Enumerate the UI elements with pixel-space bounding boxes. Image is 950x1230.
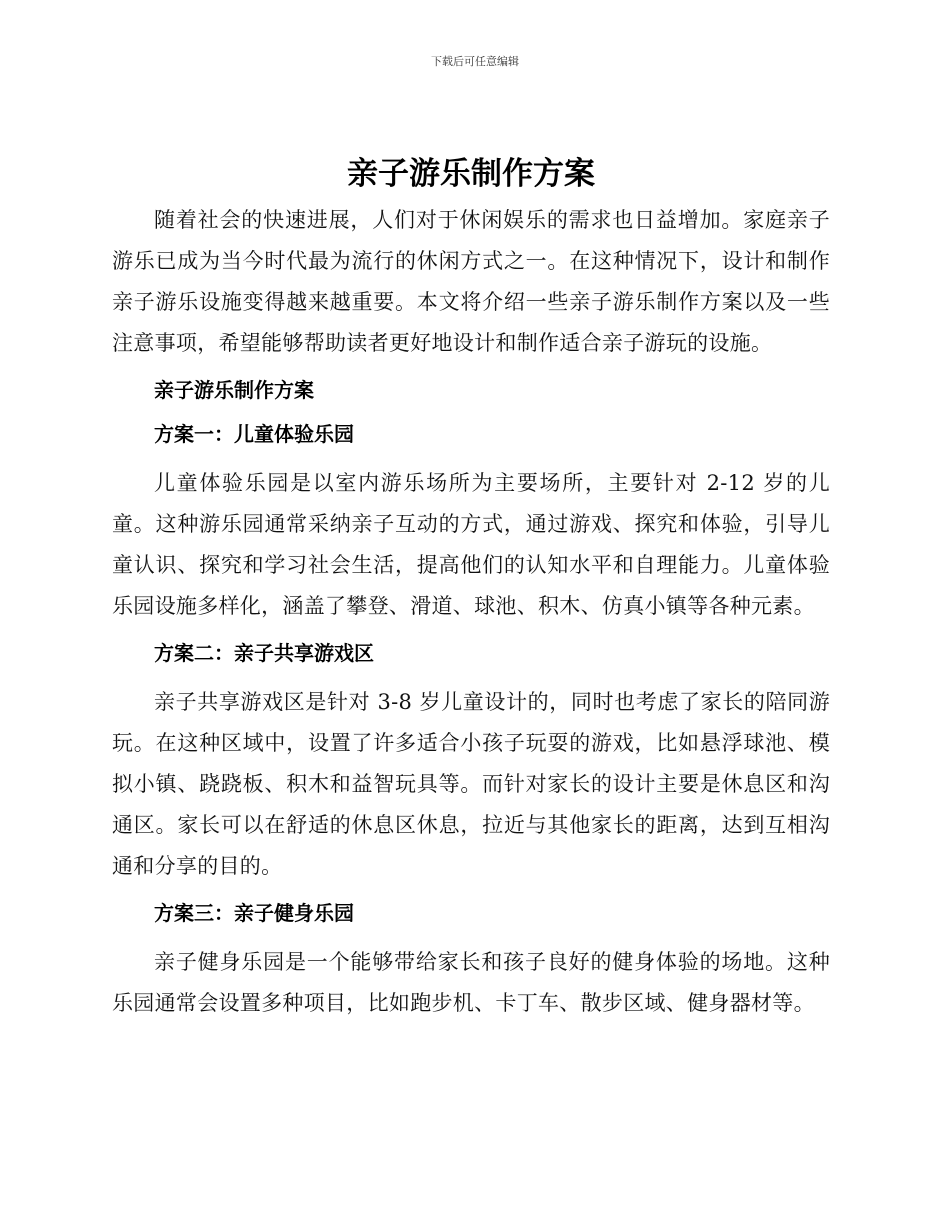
plan-2-heading: 方案二：亲子共享游戏区: [154, 641, 374, 665]
plan-3-body: 亲子健身乐园是一个能够带给家长和孩子良好的健身体验的场地。这种乐园通常会设置多种项目，比如跑步机、卡丁车、散步区域、健身器材等。: [112, 950, 830, 1015]
plan-2-body: 亲子共享游戏区是针对 3-8 岁儿童设计的，同时也考虑了家长的陪同游玩。在这种区域中，设置了许多适合小孩子玩耍的游戏，比如悬浮球池、模拟小镇、跷跷板、积木和益智玩具等。而针对家长的设计主要是休息区和沟通区。家长可以在舒适的休息区休息，拉近与其他家长的距离，达到互相沟通和分享的目的。: [112, 690, 830, 878]
plan-1-body: 儿童体验乐园是以室内游乐场所为主要场所，主要针对 2-12 岁的儿童。这种游乐园通常采纳亲子互动的方式，通过游戏、探究和体验，引导儿童认识、探究和学习社会生活，提高他们的认知水平和自理能力。儿童体验乐园设施多样化，涵盖了攀登、滑道、球池、积木、仿真小镇等各种元素。: [112, 471, 830, 618]
intro-paragraph: 随着社会的快速进展，人们对于休闲娱乐的需求也日益增加。家庭亲子游乐已成为当今时代最为流行的休闲方式之一。在这种情况下，设计和制作亲子游乐设施变得越来越重要。本文将介绍一些亲子游乐制作方案以及一些注意事项，希望能够帮助读者更好地设计和制作适合亲子游玩的设施。: [112, 208, 830, 355]
plan-3-heading: 方案三：亲子健身乐园: [154, 901, 354, 925]
document-title: 亲子游乐制作方案: [347, 156, 595, 192]
header-note: 下载后可任意编辑: [431, 55, 519, 68]
section-heading: 亲子游乐制作方案: [154, 378, 314, 402]
document-body: [112, 148, 830, 1024]
plan-1-heading: 方案一：儿童体验乐园: [154, 422, 354, 446]
